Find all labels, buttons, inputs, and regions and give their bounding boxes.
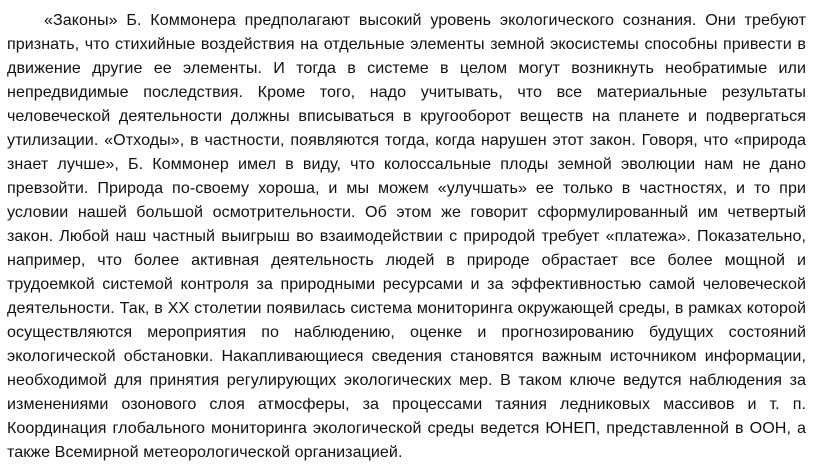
body-paragraph: «Законы» Б. Коммонера предполагают высокий уровень экологического сознания. Они требуют признать, что стихийные воздействия на отдельные элементы земной экосистемы способны привести в движение другие ее элементы. И тогда в системе в целом могут возникнуть необратимые или непредвидимые последствия. Кроме того, надо учитывать, что все материальные результаты человеческой деятельности должны вписываться в кругооборот веществ на планете и подвергаться утилизации. «Отходы», в частности, появляются тогда, когда нарушен этот закон. Говоря, что «природа знает лучше», Б. Коммонер имел в виду, что колоссальные плоды земной эволюции нам не дано превзойти. Природа по-своему хороша, и мы можем «улучшать» ее только в частностях, и то при условии нашей большой осмотрительности. Об этом же говорит сформулированный им четвертый закон. Любой наш частный выигрыш во взаимодействии с природой требует «платежа». Показательно, например, что более активная деятельность людей в природе обрастает все более мощной и трудоемкой системой контроля за природными ресурсами и за эффективностью самой человеческой деятельности. Так, в XX столетии появилась система мониторинга окружающей среды, в рамках которой осуществляются мероприятия по наблюдению, оценке и прогнозированию будущих состояний экологической обстановки. Накапливающиеся сведения становятся важным источником информации, необходимой для принятия регулирующих экологических мер. В таком ключе ведутся наблюдения за изменениями озонового слоя атмосферы, за процессами таяния ледниковых массивов и т. п. Координация глобального мониторинга экологической среды ведется ЮНЕП, представленной в ООН, а также Всемирной метеорологической организацией. bbox=[7, 11, 806, 461]
